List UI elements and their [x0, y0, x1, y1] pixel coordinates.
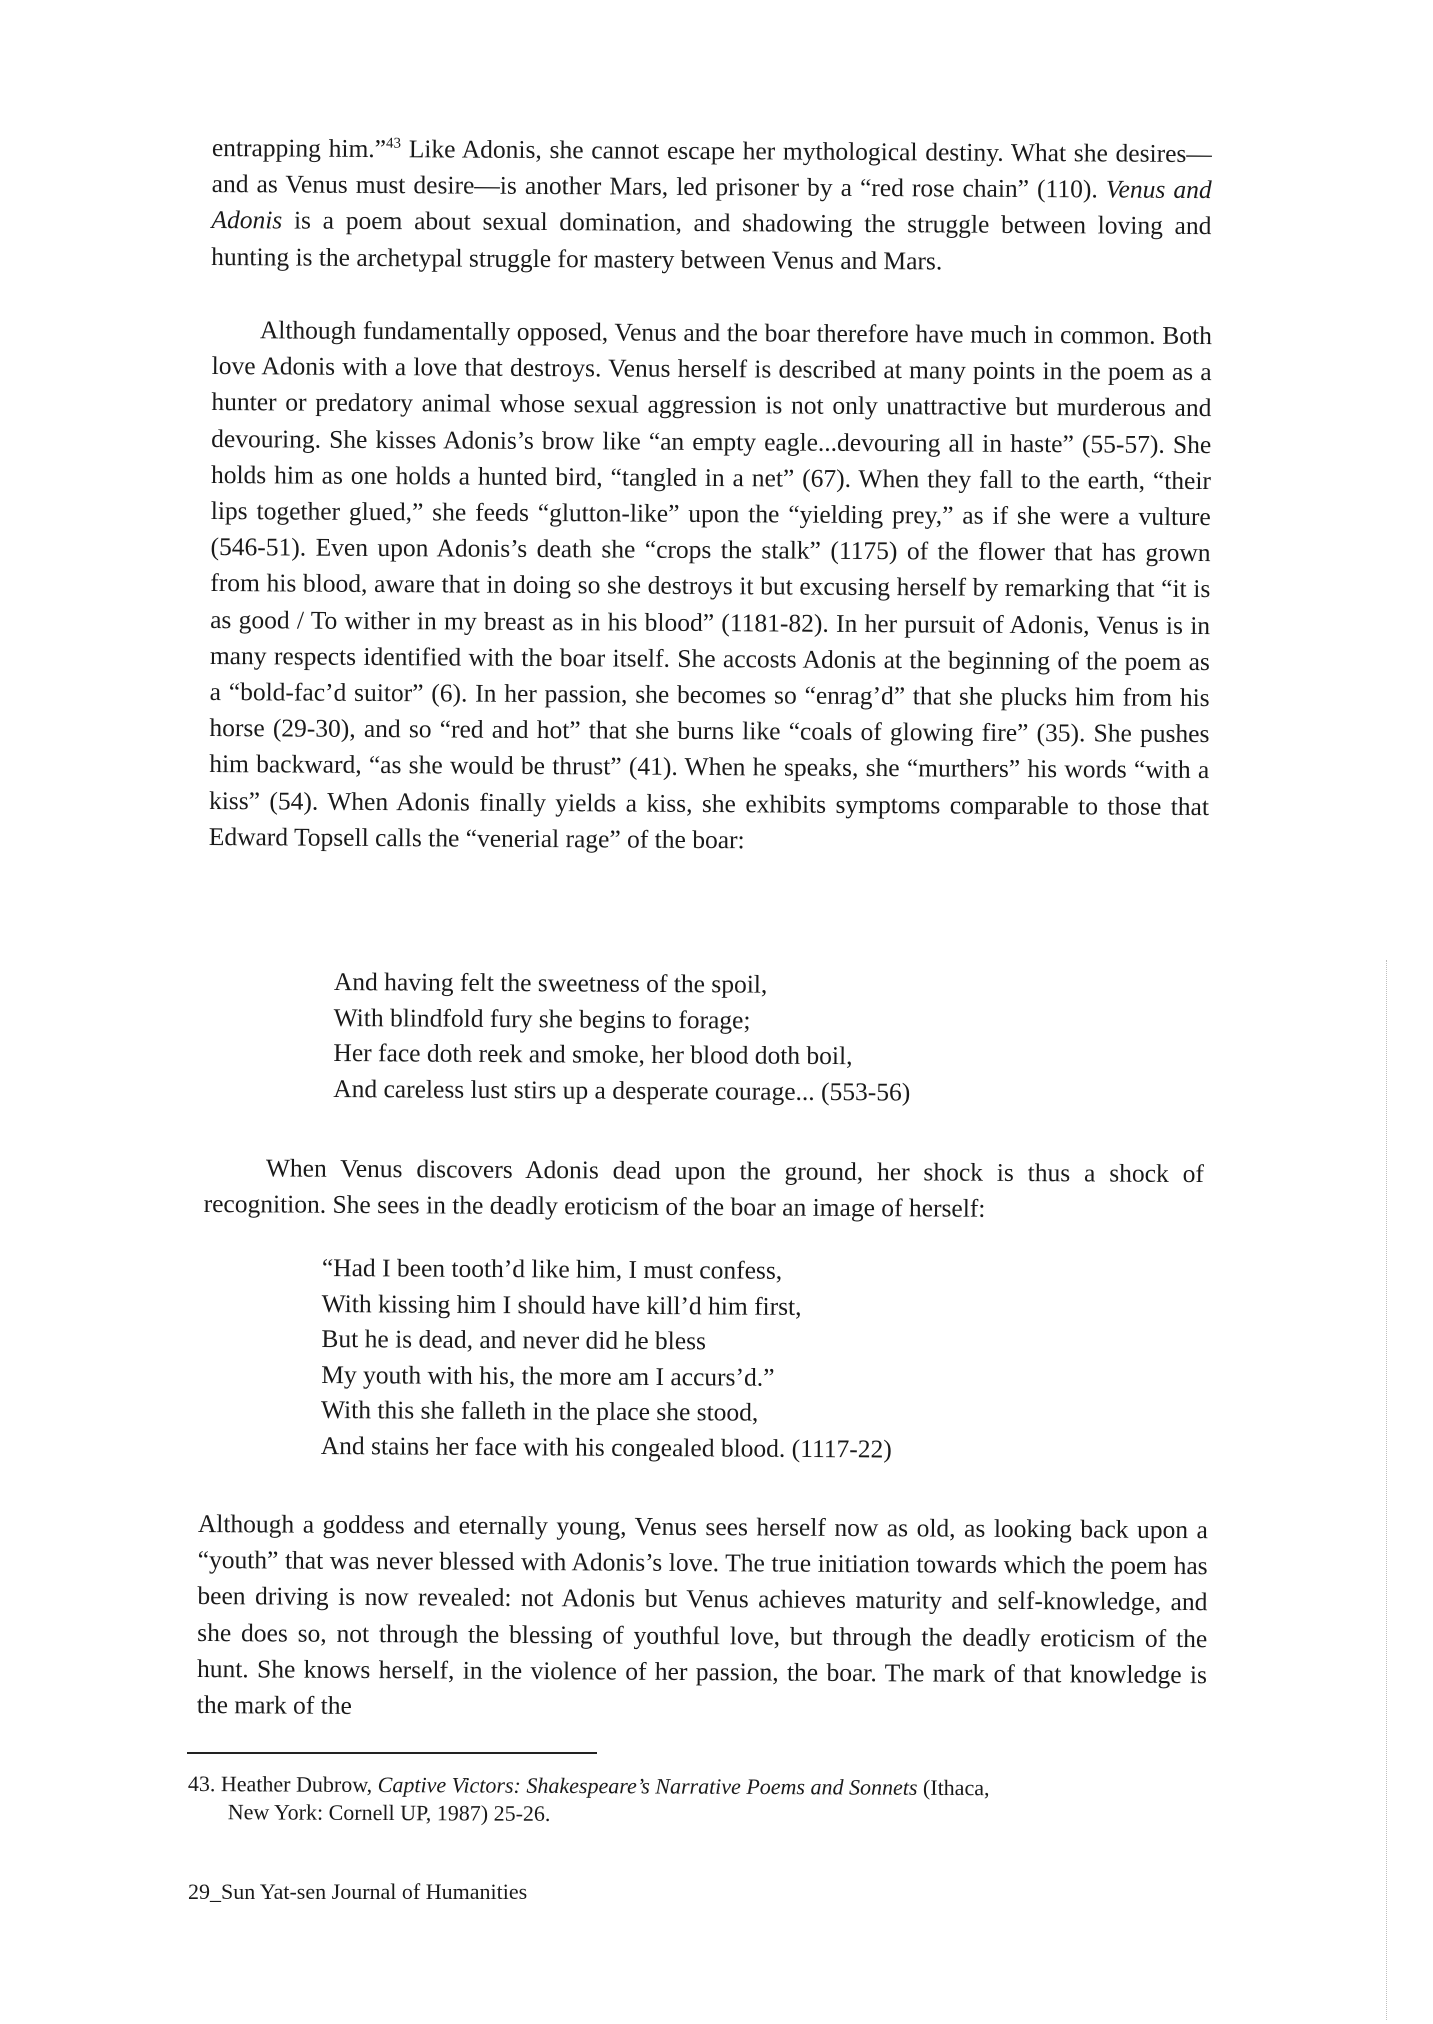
- scan-edge-line: [1386, 960, 1387, 2020]
- verse-line: With kissing him I should have kill’d him first,: [321, 1288, 802, 1321]
- verse-line: With this she falleth in the place she stood,: [320, 1394, 759, 1427]
- footnote-publication-b: New York: Cornell UP, 1987) 25-26.: [227, 1799, 551, 1826]
- paragraph-1: [211, 130, 1212, 281]
- paragraph-1-text-b: Like Adonis, she cannot escape her mythological destiny. What she desires—and as Venus must desire—is another Mars, led prisoner by a “red rose chain” (110).: [211, 134, 1212, 204]
- verse-line: “Had I been tooth’d like him, I must confess,: [321, 1253, 783, 1285]
- paragraph-3: [204, 1150, 1204, 1229]
- paragraph-1-text-c: is a poem about sexual domination, and shadowing the struggle between loving and hunting is the archetypal struggle for mastery between Venus and Mars.: [211, 205, 1212, 276]
- footnote-title: Captive Victors: Shakespeare’s Narrative Poems and Sonnets: [377, 1771, 918, 1800]
- footnote-number: 43.: [187, 1771, 216, 1797]
- running-footer: 29_Sun Yat-sen Journal of Humanities: [188, 1879, 528, 1904]
- verse-quote-1: [333, 964, 911, 1110]
- footnote-divider: [187, 1752, 597, 1754]
- footnote-marker: 43: [386, 135, 402, 152]
- paragraph-4-text: Although a goddess and eternally young, Venus sees herself now as old, as looking back upon a “youth” that was never blessed with Adonis’s love. The true initiation towards which the poem has been driving is now revealed: not Adonis but Venus achieves maturity and self-knowledge, and she does so, not through the blessing of youthful love, but through the deadly eroticism of the hunt. She knows herself, in the violence of her passion, the boar. The mark of that knowledge is the mark of the: [196, 1509, 1208, 1720]
- paragraph-2-text: Although fundamentally opposed, Venus and the boar therefore have much in common. Both love Adonis with a love that destroys. Venus herself is described at many points in the poem as a hunter or predatory animal whose sexual aggression is not only unattractive but murderous and devouring. She kisses Adonis’s brow like “an empty eagle...devouring all in haste” (55-57). She holds him as one holds a hunted bird, “tangled in a net” (67). When they fall to the earth, “their lips together glued,” she feeds “glutton-like” upon the “yielding prey,” as if she were a vulture (546-51). Even upon Adonis’s death she “crops the stalk” (1175) of the flower that has grown from his blood, aware that in doing so she destroys it but excusing herself by remarking that “it is as good / To wither in my breast as in his blood” (1181-82). In her pursuit of Adonis, Venus is in many respects identified with the boar itself. She accosts Adonis at the beginning of the poem as a “bold-fac’d suitor” (6). In her passion, she becomes so “enrag’d” that she plucks him from his horse (29-30), and so “red and hot” that she burns like “coals of glowing fire” (35). She pushes him backward, “as she would be thrust” (41). When he speaks, she “murthers” his words “with a kiss” (54). When Adonis finally yields a kiss, she exhibits symptoms comparable to those that Edward Topsell calls the “venerial rage” of the boar:: [208, 315, 1212, 855]
- verse-line: And stains her face with his congealed blood. (1117-22): [320, 1430, 892, 1463]
- paragraph-4: [197, 1506, 1208, 1729]
- verse-line: But he is dead, and never did he bless: [321, 1323, 707, 1356]
- verse-line: And having felt the sweetness of the spoil,: [333, 966, 768, 999]
- poem-title-italic: Venus and Adonis: [211, 174, 1212, 235]
- paragraph-2: [209, 312, 1212, 861]
- footnote-43: [188, 1770, 1188, 1831]
- verse-line: My youth with his, the more am I accurs’d.”: [321, 1359, 775, 1392]
- verse-line: Her face doth reek and smoke, her blood doth boil,: [333, 1037, 853, 1071]
- verse-line: And careless lust stirs up a desperate courage... (553-56): [333, 1073, 911, 1107]
- paragraph-1-text-a: entrapping him.”: [211, 132, 387, 164]
- verse-line: With blindfold fury she begins to forage;: [333, 1002, 751, 1035]
- paragraph-3-text: When Venus discovers Adonis dead upon the ground, her shock is thus a shock of recognition. She sees in the deadly eroticism of the boar an image of herself:: [203, 1153, 1204, 1223]
- footnote-publication-a: (Ithaca,: [922, 1774, 990, 1801]
- footnote-author: Heather Dubrow,: [220, 1771, 373, 1797]
- verse-quote-2: [321, 1250, 893, 1466]
